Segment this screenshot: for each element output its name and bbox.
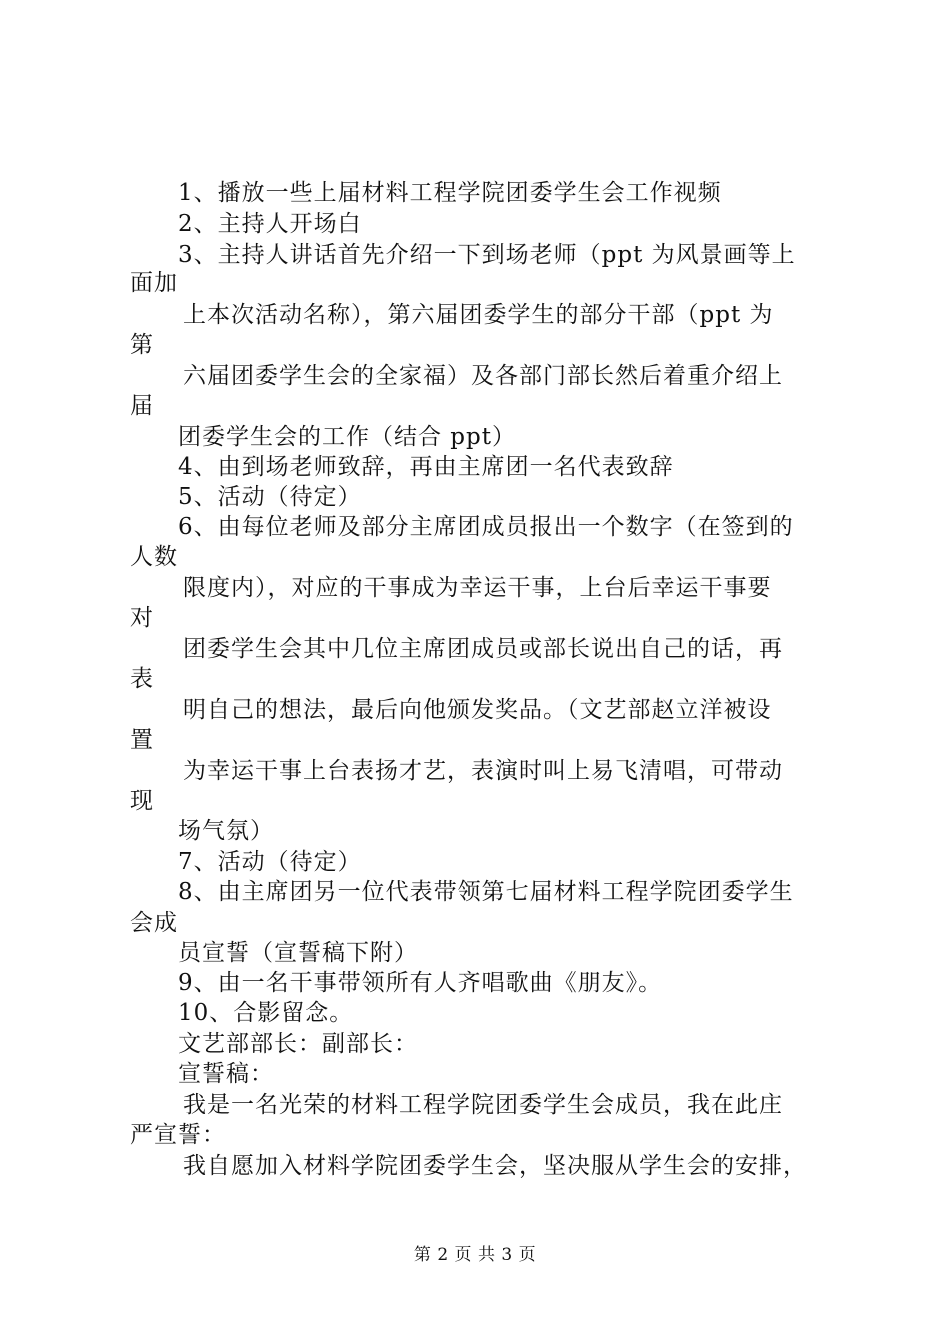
text-line: 5、活动（待定） — [178, 484, 362, 510]
text-line: 文艺部部长：副部长： — [178, 1031, 418, 1057]
text-line: 宣誓稿： — [178, 1061, 274, 1087]
text-line: 4、由到场老师致辞，再由主席团一名代表致辞 — [178, 454, 674, 480]
text-line: 3、主持人讲话首先介绍一下到场老师（ppt 为风景画等上 — [178, 242, 796, 268]
text-line: 9、由一名干事带领所有人齐唱歌曲《朋友》。 — [178, 970, 663, 996]
text-line: 员宣誓（宣誓稿下附） — [178, 940, 418, 966]
page-footer: 第 2 页 共 3 页 — [413, 1245, 537, 1265]
text-line: 我是一名光荣的材料工程学院团委学生会成员，我在此庄 — [183, 1092, 783, 1118]
text-line: 表 — [130, 666, 154, 692]
text-line: 我自愿加入材料学院团委学生会，坚决服从学生会的安排， — [183, 1153, 807, 1179]
text-line: 对 — [130, 605, 154, 631]
text-line: 团委学生会其中几位主席团成员或部长说出自己的话，再 — [183, 636, 783, 662]
text-line: 场气氛） — [178, 818, 274, 844]
text-line: 面加 — [130, 270, 178, 296]
text-line: 会成 — [130, 910, 178, 936]
text-line: 明自己的想法，最后向他颁发奖品。（文艺部赵立洋被设 — [183, 697, 772, 723]
text-line: 置 — [130, 727, 154, 753]
text-line: 8、由主席团另一位代表带领第七届材料工程学院团委学生 — [178, 879, 794, 905]
text-line: 现 — [130, 788, 154, 814]
text-line: 10、合影留念。 — [178, 1000, 354, 1026]
text-line: 六届团委学生会的全家福）及各部门部长然后着重介绍上 — [183, 363, 783, 389]
text-line: 严宣誓： — [130, 1122, 226, 1148]
text-line: 上本次活动名称），第六届团委学生的部分干部（ppt 为 — [183, 302, 774, 328]
text-line: 2、主持人开场白 — [178, 211, 362, 237]
text-line: 届 — [130, 393, 154, 419]
text-line: 限度内），对应的干事成为幸运干事，上台后幸运干事要 — [183, 575, 772, 601]
text-line: 第 — [130, 332, 154, 358]
text-line: 团委学生会的工作（结合 ppt） — [178, 424, 516, 450]
text-line: 1、播放一些上届材料工程学院团委学生会工作视频 — [178, 180, 722, 206]
text-line: 人数 — [130, 544, 178, 570]
text-line: 7、活动（待定） — [178, 849, 362, 875]
text-line: 为幸运干事上台表扬才艺，表演时叫上易飞清唱，可带动 — [183, 758, 783, 784]
text-line: 6、由每位老师及部分主席团成员报出一个数字（在签到的 — [178, 514, 794, 540]
